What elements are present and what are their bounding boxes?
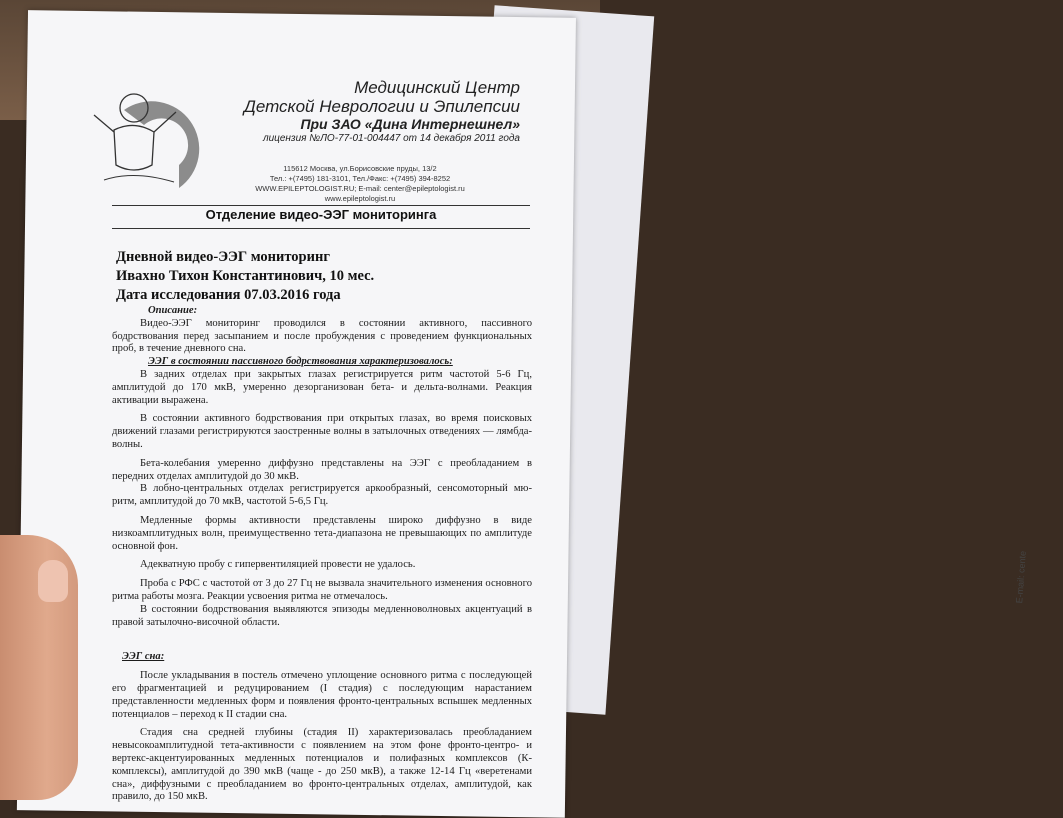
clinic-phone: Тел.: +(7495) 181-3101, Тел./Факс: +(7495) 394-8252: [269, 174, 451, 183]
thumbnail: [38, 560, 68, 602]
clinic-web: WWW.EPILEPTOLOGIST.RU; E-mail: center@epileptologist.ru: [255, 184, 465, 193]
patient-name: Ивахно Тихон Константинович, 10 мес.: [116, 268, 375, 284]
paragraph: Стадия сна средней глубины (стадия II) характеризовалась преобладанием невысокоамплитудной тета-активности с появлением на этом фоне фронто-центро- и вертекс-акцентуированных медленных потенциалов и полифазных комплексов (К-комплексы), амплитудой до 390 мкВ (чаще - до 250 мкВ), а также 12-14 Гц «веретенами сна», диффузными с преобладанием во фронто-центральных отделах, амплитудой, как правило, до 150 мкВ.: [112, 727, 532, 803]
report-body: [112, 305, 532, 804]
clinic-logo-icon: [84, 70, 214, 190]
paragraph: В задних отделах при закрытых глазах регистрируется ритм частотой 5-6 Гц, амплитудой до 170 мкВ, умеренно дезорганизован бета- и дельта-волнами. Реакция активации выражена.: [112, 368, 532, 406]
report-title: Дневной видео-ЭЭГ мониторинг: [116, 249, 330, 265]
divider-top: [112, 205, 530, 206]
clinic-license: лицензия №ЛО-77-01-004447 от 14 декабря 2011 года: [262, 133, 520, 144]
clinic-name-line1: Медицинский Центр: [354, 78, 520, 97]
passive-wake-heading: ЭЭГ в состоянии пассивного бодрствования характеризовалось:: [148, 356, 453, 368]
report-title-block: [116, 248, 374, 305]
paragraph: Бета-колебания умеренно диффузно представлены на ЭЭГ с преобладанием в передних отделах амплитудой до 30 мкВ.: [112, 457, 532, 482]
clinic-web2: www.epileptologist.ru: [324, 194, 396, 203]
sleep-eeg-heading: ЭЭГ сна:: [122, 651, 165, 663]
paragraph: Адекватную пробу с гипервентиляцией провести не удалось.: [140, 559, 416, 571]
paragraph: Проба с РФС с частотой от 3 до 27 Гц не вызвала значительного изменения основного ритма работы мозга. Реакции усвоения ритма не отмечалось.: [112, 578, 532, 602]
paragraph: В лобно-центральных отделах регистрируется аркообразный, сенсомоторный мю-ритм, амплитудой до 70 мкВ, частотой 5-6,5 Гц.: [112, 483, 532, 508]
paragraph: Медленные формы активности представлены широко диффузно в виде низкоамплитудных волн, преимущественно тета-диапазона не превышающих по амплитуде основной фон.: [112, 514, 532, 552]
side-email-fragment: E-mail: cente: [1014, 550, 1028, 604]
paragraph: Видео-ЭЭГ мониторинг проводился в состоянии активного, пассивного бодрствования перед засыпанием и после пробуждения с проведением функциональных проб, в течение дневного сна.: [112, 317, 532, 355]
paragraph: В состоянии активного бодрствования при открытых глазах, во время поисковых движений глазами регистрируются заостренные волны в затылочных отведениях — лямбда-волны.: [112, 413, 532, 450]
study-date: Дата исследования 07.03.2016 года: [116, 287, 341, 303]
divider-bottom: [112, 228, 530, 229]
clinic-address: 115612 Москва, ул.Борисовские пруды, 13/2: [283, 164, 437, 173]
clinic-contacts: [230, 164, 490, 204]
paragraph: После укладывания в постель отмечено уплощение основного ритма с последующей его фрагментацией и редуцированием (I стадия) с последующим нарастанием представленности медленных форм и появления фронто-центральных вспышек медленных потенциалов – переход к II стадии сна.: [112, 670, 532, 720]
clinic-name-line2: Детской Неврологии и Эпилепсии: [243, 97, 520, 116]
clinic-header: [220, 78, 520, 145]
clinic-org: При ЗАО «Дина Интернешнел»: [300, 116, 520, 132]
paragraph: В состоянии бодрствования выявляются эпизоды медленноволновых акцентуаций в правой затылочно-височной области.: [112, 603, 532, 628]
description-heading: Описание:: [148, 305, 198, 316]
section-title: Отделение видео-ЭЭГ мониторинга: [205, 207, 437, 222]
